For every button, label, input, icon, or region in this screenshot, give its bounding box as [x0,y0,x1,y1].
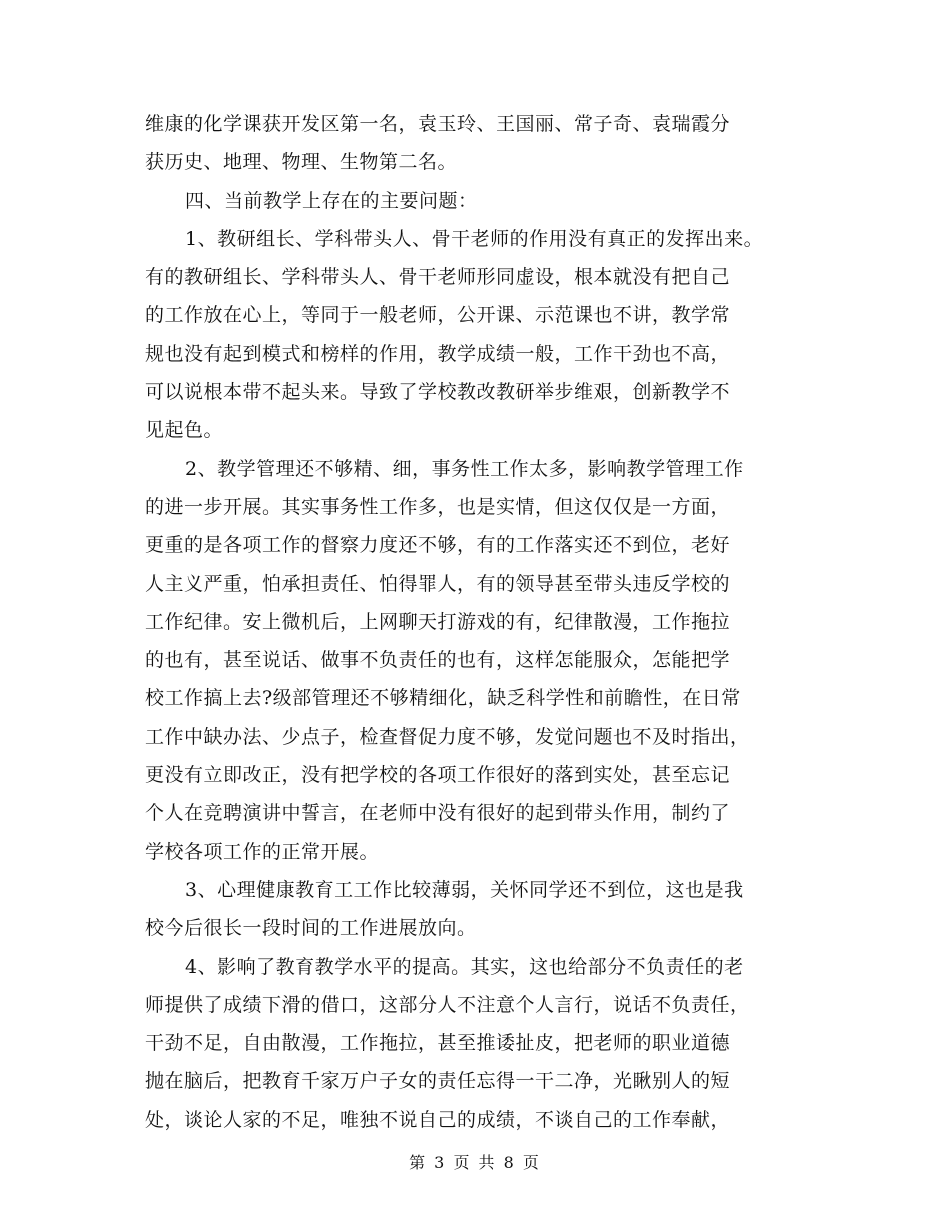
text-line: 处，谈论人家的不足，唯独不说自己的成绩，不谈自己的工作奉献， [145,1108,731,1131]
text-line: 有的教研组长、学科带头人、骨干老师形同虚设，根本就没有把自己 [145,266,731,289]
text-line: 维康的化学课获开发区第一名，袁玉玲、王国丽、常子奇、袁瑞霞分 [145,113,731,135]
text-line: 学校各项工作的正常开展。 [145,840,380,863]
text-line: 工作纪律。安上微机后，上网聊天打游戏的有，纪律散漫，工作拖拉 [145,610,731,633]
text-line: 2、教学管理还不够精、细，事务性工作太多，影响教学管理工作 [185,457,744,480]
text-line: 校今后很长一段时间的工作进展放向。 [145,917,477,940]
text-line: 获历史、地理、物理、生物第二名。 [145,151,458,174]
text-line: 见起色。 [145,419,224,442]
page-number-footer: 第 3 页 共 8 页 [409,1153,541,1172]
text-line: 的工作放在心上，等同于一般老师，公开课、示范课也不讲，教学常 [145,304,731,327]
text-line: 校工作搞上去?级部管理还不够精细化，缺乏科学性和前瞻性，在日常 [145,687,741,710]
text-line: 抛在脑后，把教育千家万户子女的责任忘得一干二净，光瞅别人的短 [145,1070,731,1093]
text-line: 工作中缺办法、少点子，检查督促力度不够，发觉问题也不及时指出， [145,725,750,748]
text-line: 更重的是各项工作的督察力度还不够，有的工作落实还不到位，老好 [145,534,731,557]
text-line: 的进一步开展。其实事务性工作多，也是实情，但这仅仅是一方面， [145,495,731,518]
text-line: 更没有立即改正，没有把学校的各项工作很好的落到实处，甚至忘记 [145,764,731,787]
text-line: 3、心理健康教育工工作比较薄弱，关怀同学还不到位，这也是我 [185,878,744,901]
text-line: 的也有，甚至说话、做事不负责任的也有，这样怎能服众，怎能把学 [145,649,731,672]
text-line: 规也没有起到模式和榜样的作用，教学成绩一般，工作干劲也不高， [145,342,731,365]
text-line: 4、影响了教育教学水平的提高。其实，这也给部分不负责任的老 [185,955,744,978]
text-line: 师提供了成绩下滑的借口，这部分人不注意个人言行，说话不负责任， [145,993,750,1016]
text-line: 人主义严重，怕承担责任、怕得罪人，有的领导甚至带头违反学校的 [145,572,731,595]
text-line: 可以说根本带不起头来。导致了学校教改教研举步维艰，创新教学不 [145,381,731,404]
body-text [145,105,845,1139]
text-line: 干劲不足，自由散漫，工作拖拉，甚至推诿扯皮，把老师的职业道德 [145,1032,731,1055]
text-line: 个人在竞聘演讲中誓言，在老师中没有很好的起到带头作用，制约了 [145,802,731,825]
section-heading: 四、当前教学上存在的主要问题： [185,189,478,212]
text-line: 1、教研组长、学科带头人、骨干老师的作用没有真正的发挥出来。 [185,227,764,250]
